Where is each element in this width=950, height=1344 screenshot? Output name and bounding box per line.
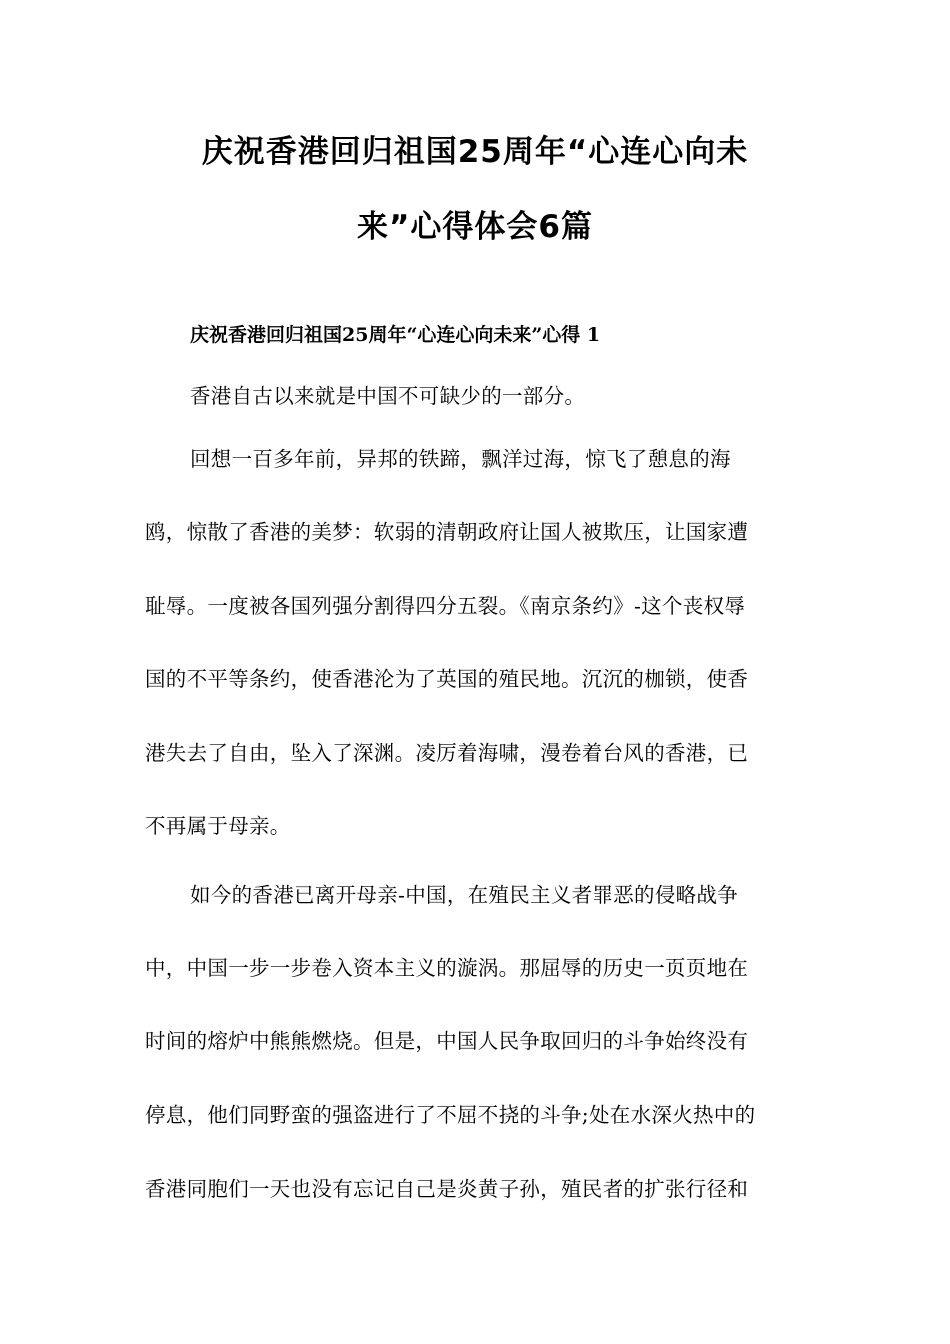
paragraph-line: 港失去了自由，坠入了深渊。凌厉着海啸，漫卷着台风的香港，已 [145, 741, 749, 765]
section-heading: 庆祝香港回归祖国25周年“心连心向未来”心得 1 [190, 324, 601, 346]
paragraph-line: 耻辱。一度被各国列强分割得四分五裂。《南京条约》-这个丧权辱 [145, 594, 746, 618]
paragraph-line: 香港同胞们一天也没有忘记自己是炎黄子孙，殖民者的扩张行径和 [145, 1177, 749, 1201]
document-title-line-1: 庆祝香港回归祖国25周年“心连心向未 [201, 134, 749, 170]
paragraph-line: 时间的熔炉中熊熊燃烧。但是，中国人民争取回归的斗争始终没有 [145, 1029, 749, 1053]
paragraph-line: 中，中国一步一步卷入资本主义的漩涡。那屈辱的历史一页页地在 [145, 956, 749, 980]
paragraph-line: 鸥，惊散了香港的美梦：软弱的清朝政府让国人被欺压，让国家遭 [145, 520, 749, 544]
paragraph-line: 香港自古以来就是中国不可缺少的一部分。 [190, 384, 586, 408]
paragraph-line: 不再属于母亲。 [145, 814, 291, 838]
document-title-line-2: 来”心得体会6篇 [357, 209, 593, 245]
paragraph-line: 国的不平等条约，使香港沦为了英国的殖民地。沉沉的枷锁，使香 [145, 667, 749, 691]
paragraph-line: 停息，他们同野蛮的强盗进行了不屈不挠的斗争;处在水深火热中的 [145, 1103, 756, 1127]
paragraph-line: 回想一百多年前，异邦的铁蹄，飘洋过海，惊飞了憩息的海 [190, 447, 731, 471]
paragraph-line: 如今的香港已离开母亲-中国，在殖民主义者罪恶的侵略战争 [190, 883, 739, 907]
